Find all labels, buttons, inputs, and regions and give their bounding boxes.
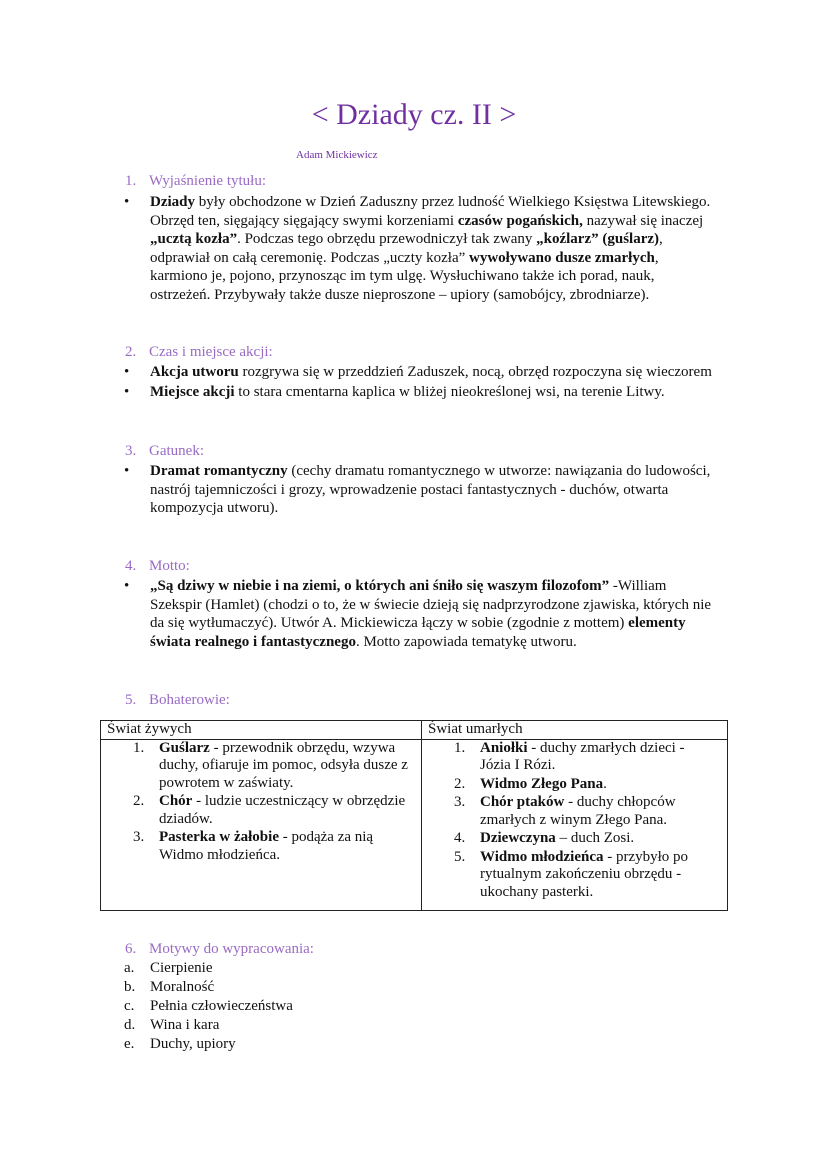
section-heading-title-explanation <box>125 173 266 190</box>
section-number: 5. <box>125 692 137 708</box>
bullet-plot-time: • Akcja utworu rozgrywa się w przeddzień Zaduszek, nocą, obrzęd rozpoczyna się wieczorem <box>124 364 712 380</box>
column-header-dead: Świat umarłych <box>422 721 728 740</box>
bullet-icon: • <box>124 384 130 400</box>
paragraph-line: kompozycja utworu). <box>150 500 279 516</box>
characters-table <box>100 720 728 911</box>
paragraph-line: nastrój tajemniczości i grozy, wprowadzenie postaci fantastycznych - duchów, otwarta <box>150 481 669 498</box>
paragraph-line: da się wytłumaczyć). Utwór A. Mickiewicza łączy w sobie (zgodnie z mottem) elementy <box>150 615 686 631</box>
section-heading-text: Motto: <box>149 558 190 574</box>
section-heading-text: Czas i miejsce akcji: <box>149 344 273 360</box>
author-name: Adam Mickiewicz <box>296 149 378 161</box>
list-item: d. Wina i kara <box>124 1017 220 1033</box>
page-title: < Dziady cz. II > <box>311 98 517 131</box>
section-number: 4. <box>125 558 137 574</box>
paragraph-line: Obrzęd ten, sięgający sięgający swymi korzeniami czasów pogańskich, nazywał się inaczej <box>150 212 704 229</box>
paragraph-line: karmiono je, pojono, przynosząc im tym ulgę. Wysłuchiwano także ich porad, nauk, <box>150 268 655 284</box>
list-item: 3. Chór ptaków - duchy chłopców zmarłych z winym Złego Pana. <box>454 794 676 828</box>
paragraph-line: ostrzeżeń. Przybywały także dusze nieproszone – upiory (samobójcy, zbrodniarze). <box>150 286 650 303</box>
section-heading-text: Wyjaśnienie tytułu: <box>149 173 266 189</box>
list-item: c. Pełnia człowieczeństwa <box>124 998 293 1014</box>
section-heading-text: Bohaterowie: <box>149 692 230 708</box>
section-heading-text: Gatunek: <box>149 443 204 459</box>
section-number: 3. <box>125 443 137 459</box>
list-item: e. Duchy, upiory <box>124 1036 236 1052</box>
list-item: 5. Widmo młodzieńca - przybyło po rytualnym zakończeniu obrzędu - ukochany pasterki. <box>454 848 689 900</box>
section-heading-essay-motifs <box>125 941 314 958</box>
bullet-motto <box>124 577 734 651</box>
section-heading-text: Motywy do wypracowania: <box>149 941 314 957</box>
paragraph-line: Dziady były obchodzone w Dzień Zaduszny przez ludność Wielkiego Księstwa Litewskiego. <box>150 194 711 210</box>
list-item: a. Cierpienie <box>124 960 213 976</box>
bullet-place: • Miejsce akcji to stara cmentarna kaplica w bliżej nieokreślonej wsi, na terenie Litwy. <box>124 384 665 400</box>
section-heading-characters <box>125 692 230 709</box>
bullet-genre <box>124 462 734 518</box>
list-item: 1. Aniołki - duchy zmarłych dzieci - Józia I Rózi. <box>454 739 685 773</box>
paragraph-line: świata realnego i fantastycznego. Motto zapowiada tematykę utworu. <box>150 633 577 650</box>
paragraph-line: Dramat romantyczny (cechy dramatu romantycznego w utworze: nawiązania do ludowości, <box>150 463 711 479</box>
bullet-title-explanation <box>124 193 734 304</box>
section-number: 2. <box>125 344 137 360</box>
section-heading-time-place <box>125 344 273 361</box>
bullet-icon: • <box>124 364 130 380</box>
list-item: 1. Guślarz - przewodnik obrzędu, wzywa duchy, ofiaruje im pomoc, odsyła dusze z powrotem w zaświaty. <box>133 739 408 791</box>
column-header-living: Świat żywych <box>101 721 422 740</box>
paragraph-line: odprawiał on całą ceremonię. Podczas „uczty kozła” wywoływano dusze zmarłych, <box>150 249 659 266</box>
list-item: 4. Dziewczyna – duch Zosi. <box>454 830 635 846</box>
list-item: 2. Chór - ludzie uczestniczący w obrzędzie dziadów. <box>133 793 406 827</box>
bullet-icon: • <box>124 194 130 210</box>
bullet-icon: • <box>124 463 130 479</box>
list-item: 2. Widmo Złego Pana. <box>454 775 607 792</box>
dead-cell <box>422 739 728 910</box>
list-item: 3. Pasterka w żałobie - podąża za nią Widmo młodzieńca. <box>133 829 374 863</box>
paragraph-line: „ucztą kozła”. Podczas tego obrzędu przewodniczył tak zwany „koźlarz” (guślarz), <box>150 231 663 247</box>
section-number: 1. <box>125 173 137 189</box>
bullet-icon: • <box>124 578 130 594</box>
section-heading-motto <box>125 558 190 575</box>
list-item: b. Moralność <box>124 979 215 995</box>
paragraph-line: „Są dziwy w niebie i na ziemi, o których ani śniło się waszym filozofom” -William <box>150 578 667 594</box>
living-cell <box>101 739 422 910</box>
section-number: 6. <box>125 941 137 957</box>
section-heading-genre <box>125 443 204 460</box>
paragraph-line: Szekspir (Hamlet) (chodzi o to, że w świecie dzieją się nadprzyrodzone zjawiska, których nie <box>150 596 712 613</box>
